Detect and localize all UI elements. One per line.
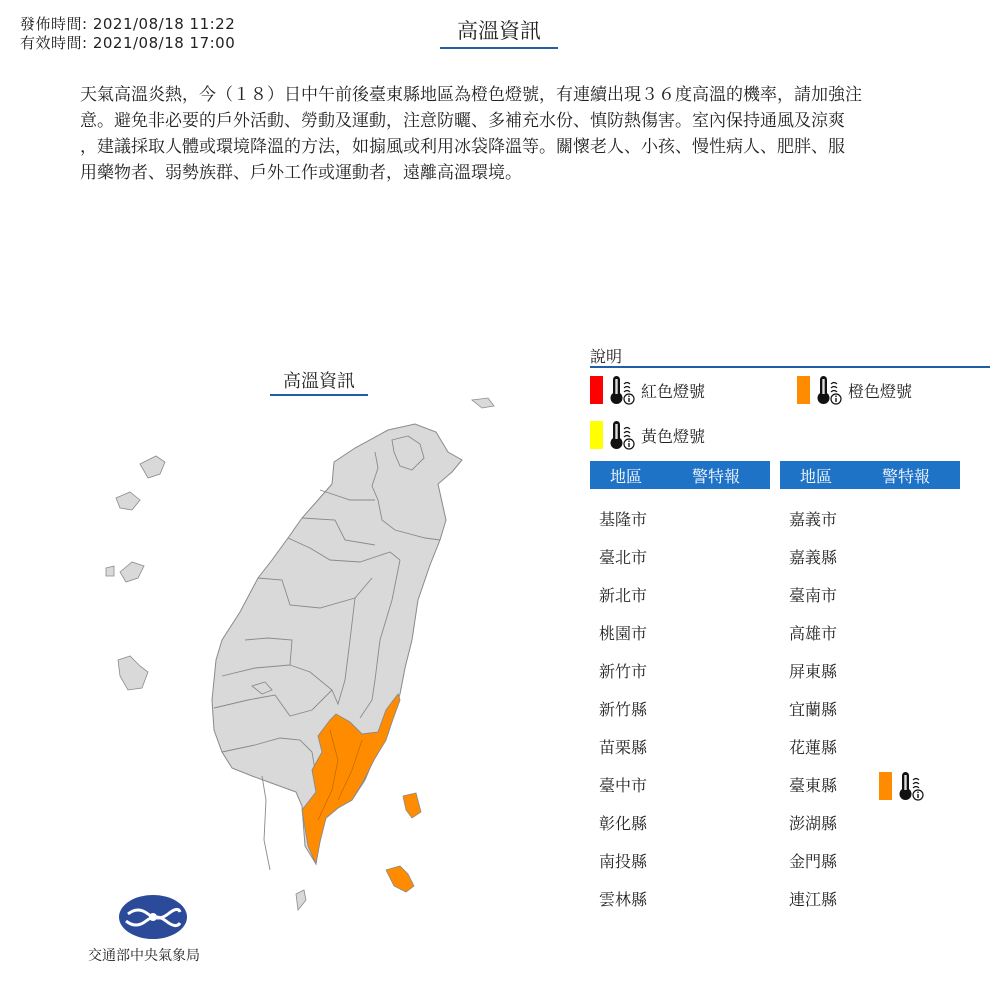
region-row (789, 691, 989, 729)
thermometer-icon (896, 770, 926, 802)
green-island (403, 793, 421, 818)
column-header-warning: 警特報 (881, 466, 930, 486)
region-name: 嘉義市 (789, 510, 838, 529)
red-swatch (590, 376, 603, 404)
map-title: 高溫資訊 (270, 367, 368, 396)
legend-item-red (590, 374, 705, 406)
region-name: 嘉義縣 (789, 548, 838, 567)
region-list-left (599, 501, 769, 919)
region-row (599, 501, 769, 539)
legend-label-red: 紅色燈號 (641, 381, 706, 401)
yellow-swatch (590, 421, 603, 449)
region-row (789, 881, 989, 919)
issue-time: 發佈時間: 2021/08/18 11:22 (20, 15, 236, 33)
region-row (599, 539, 769, 577)
region-name: 連江縣 (789, 890, 838, 909)
region-row (789, 843, 989, 881)
region-name: 苗栗縣 (599, 738, 648, 757)
region-row (599, 881, 769, 919)
region-name: 雲林縣 (599, 890, 648, 909)
warning-swatch (879, 772, 892, 800)
legend-item-orange (797, 374, 912, 406)
region-name: 臺南市 (789, 586, 838, 605)
region-row (599, 615, 769, 653)
table-header-right (780, 461, 960, 489)
thermometer-icon (607, 374, 637, 406)
thermometer-icon (607, 419, 637, 451)
legend-label-orange: 橙色燈號 (848, 381, 913, 401)
region-name: 屏東縣 (789, 662, 838, 681)
region-row (599, 577, 769, 615)
page-title: 高溫資訊 (440, 15, 558, 49)
region-row (789, 577, 989, 615)
region-name: 澎湖縣 (789, 814, 838, 833)
region-name: 高雄市 (789, 624, 838, 643)
legend-label-yellow: 黃色燈號 (641, 426, 706, 446)
region-name: 新北市 (599, 586, 648, 605)
region-row (789, 805, 989, 843)
region-row (599, 843, 769, 881)
region-name: 基隆市 (599, 510, 648, 529)
column-header-region: 地區 (609, 466, 642, 486)
legend-divider (590, 366, 990, 368)
column-header-region: 地區 (799, 466, 832, 486)
region-row (599, 729, 769, 767)
legend-item-yellow (590, 419, 705, 451)
legend-title: 說明 (590, 347, 623, 366)
region-name: 新竹縣 (599, 700, 648, 719)
region-name: 臺中市 (599, 776, 648, 795)
region-row (789, 767, 989, 805)
orchid-island (386, 866, 414, 892)
region-name: 臺北市 (599, 548, 648, 567)
region-row (599, 767, 769, 805)
column-header-warning: 警特報 (691, 466, 740, 486)
region-list-right (789, 501, 989, 919)
region-name: 新竹市 (599, 662, 648, 681)
cwb-logo (118, 894, 188, 940)
region-row (789, 653, 989, 691)
region-name: 桃園市 (599, 624, 648, 643)
region-name: 宜蘭縣 (789, 700, 838, 719)
region-name: 南投縣 (599, 852, 648, 871)
agency-name: 交通部中央氣象局 (88, 948, 200, 964)
region-row (789, 729, 989, 767)
region-name: 彰化縣 (599, 814, 648, 833)
region-name: 花蓮縣 (789, 738, 838, 757)
region-row (599, 805, 769, 843)
region-row (599, 653, 769, 691)
warning-message: 天氣高溫炎熱，今（１８）日中午前後臺東縣地區為橙色燈號，有連續出現３６度高溫的機率，請加強注 意。避免非必要的戶外活動、勞動及運動，注意防曬、多補充水份、慎防熱傷害。室內保持通風及涼爽 ，建議採取人體或環境降溫的方法，如搧風或利用冰袋降溫等。關懷老人、小孩、慢性病人、肥胖、服 用藥物者、弱勢族群、戶外工作或運動者，遠離高溫環境。 (80, 85, 862, 183)
table-header-left (590, 461, 770, 489)
region-row (789, 501, 989, 539)
orange-swatch (797, 376, 810, 404)
region-row (789, 539, 989, 577)
warning-indicator (879, 770, 930, 802)
thermometer-icon (814, 374, 844, 406)
valid-time: 有效時間: 2021/08/18 17:00 (20, 34, 236, 52)
region-row (789, 615, 989, 653)
region-name: 金門縣 (789, 852, 838, 871)
region-row (599, 691, 769, 729)
region-name: 臺東縣 (789, 776, 838, 795)
